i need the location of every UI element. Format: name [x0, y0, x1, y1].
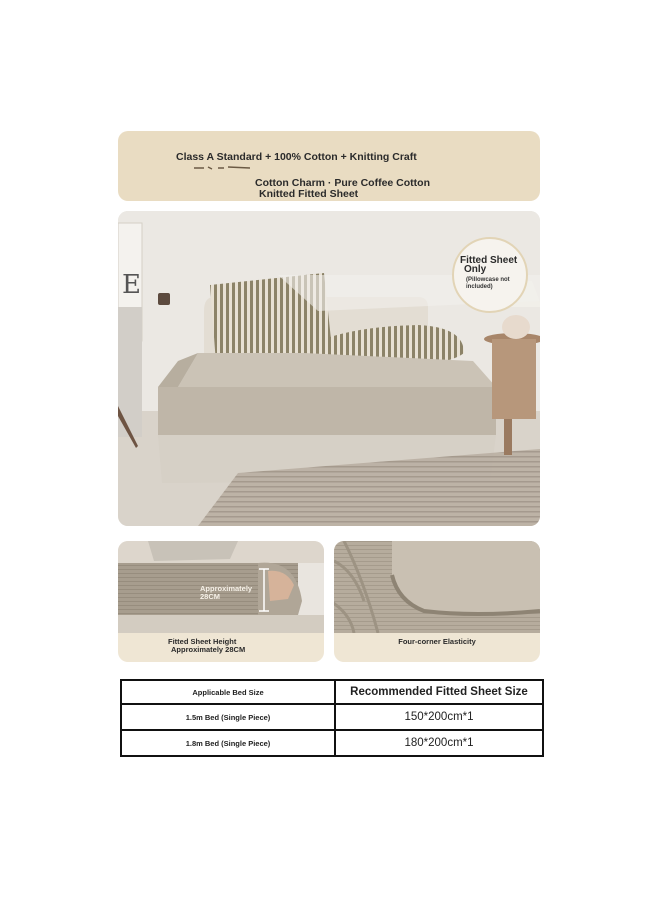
height-label-line-1: Approximately — [200, 584, 253, 593]
banner-headline: Class A Standard + 100% Cotton + Knitting Craft — [176, 151, 417, 163]
height-caption-line-2: Approximately 28CM — [171, 645, 246, 654]
table-header-sheet-size: Recommended Fitted Sheet Size — [335, 680, 543, 704]
table-cell-bed-size: 1.5m Bed (Single Piece) — [121, 704, 335, 730]
badge-title — [460, 256, 517, 274]
elasticity-panel — [334, 541, 540, 662]
title-banner — [118, 131, 540, 201]
height-caption-line-1: Fitted Sheet Height — [168, 637, 237, 646]
table-row — [121, 730, 543, 756]
height-measurement-label — [200, 585, 252, 601]
badge-note — [466, 277, 510, 290]
badge-note-line-2: included) — [466, 283, 493, 290]
bed-size-table — [120, 679, 544, 757]
bedroom-product-photo — [118, 211, 540, 526]
table-cell-sheet-size: 150*200cm*1 — [335, 704, 543, 730]
decorative-scribble — [194, 166, 250, 170]
table-cell-bed-size: 1.8m Bed (Single Piece) — [121, 730, 335, 756]
banner-subtitle — [255, 178, 430, 200]
badge-title-line-2: Only — [464, 264, 487, 275]
height-label-line-2: 28CM — [200, 592, 221, 601]
sheet-height-panel — [118, 541, 324, 662]
elastic-corner-photo — [334, 541, 540, 633]
wall-art-letter: E — [122, 270, 141, 300]
sheet-height-caption — [168, 638, 324, 654]
table-header-bed-size: Applicable Bed Size — [121, 680, 335, 704]
elasticity-caption: Four-corner Elasticity — [398, 637, 476, 646]
table-header-row — [121, 680, 543, 704]
badge-title-line-1: Fitted Sheet — [460, 255, 518, 266]
banner-subtitle-line-2: Knitted Fitted Sheet — [259, 188, 359, 200]
table-row — [121, 704, 543, 730]
table-cell-sheet-size: 180*200cm*1 — [335, 730, 543, 756]
badge-note-line-1: (Pillowcase not — [466, 277, 510, 283]
banner-subtitle-line-1: Cotton Charm · Pure Coffee Cotton — [255, 177, 430, 189]
fitted-sheet-only-badge — [452, 237, 528, 313]
